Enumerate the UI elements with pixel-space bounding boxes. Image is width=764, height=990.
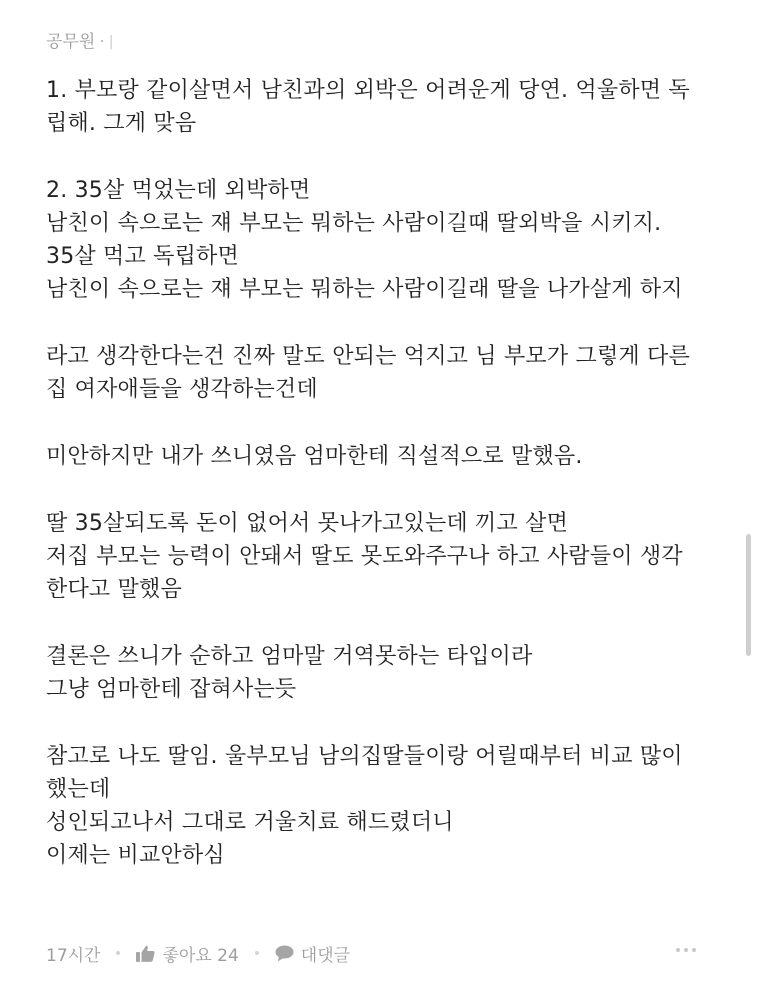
comment-line: 딸 35살되도록 돈이 없어서 못나가고있는데 끼고 살면 [46,511,569,536]
comment-body [46,74,726,906]
comment-line: 이제는 비교안하심 [46,843,225,868]
comment-line: 미안하지만 내가 쓰니였음 엄마한테 직설적으로 말했음. [46,444,583,469]
comment-line: 참고로 나도 딸임. 울부모님 남의집딸들이랑 어릴때부터 비교 많이 [46,744,683,769]
like-label: 좋아요 24 [162,945,239,966]
comment-line: 2. 35살 먹었는데 외박하면 [46,178,311,203]
footer-separator [255,951,259,955]
author-line [46,30,113,54]
speech-bubble-icon [275,945,294,962]
reply-button[interactable] [275,941,350,966]
comment-line: 했는데 [46,777,111,802]
comment-line: 저집 부모는 능력이 안돼서 딸도 못도와주구나 하고 사람들이 생각 [46,544,683,569]
paragraph [46,740,726,872]
author-name[interactable]: 공무원 [46,32,96,52]
comment-line: 1. 부모랑 같이살면서 남친과의 외박은 어려운게 당연. 억울하면 독 [46,78,690,103]
paragraph [46,340,726,406]
author-suffix: | [108,34,114,50]
comment-line: 결론은 쓰니가 순하고 엄마말 거역못하는 타입이라 [46,644,533,669]
paragraph [46,640,726,706]
comment-line: 한다고 말했음 [46,577,182,602]
comment-line: 집 여자애들을 생각하는건데 [46,377,318,402]
reply-label: 대댓글 [300,945,351,966]
thumbs-up-icon [136,945,155,962]
comment-time: 17시간 [46,945,101,966]
comment-line: 그냥 엄마한테 잡혀사는듯 [46,677,297,702]
author-separator: · [99,32,105,52]
comment-line: 남친이 속으로는 쟤 부모는 뭐하는 사람이길래 딸을 나가살게 하지 [46,277,683,302]
like-button[interactable] [136,941,238,966]
comment-line: 라고 생각한다는건 진짜 말도 안되는 억지고 님 부모가 그렇게 다른 [46,344,690,369]
paragraph [46,74,726,140]
comment-line: 35살 먹고 독립하면 [46,244,239,269]
more-dots-icon[interactable] [676,948,696,952]
comment-line: 성인되고나서 그대로 거울치료 해드렸더니 [46,810,454,835]
comment-footer [46,938,696,968]
scrollbar-thumb[interactable] [746,534,751,656]
footer-separator [116,951,120,955]
comment-line: 남친이 속으로는 쟤 부모는 뭐하는 사람이길때 딸외박을 시키지. [46,211,662,236]
paragraph [46,174,726,306]
paragraph [46,507,726,606]
paragraph [46,440,726,473]
comment-line: 립해. 그게 맞음 [46,111,197,136]
